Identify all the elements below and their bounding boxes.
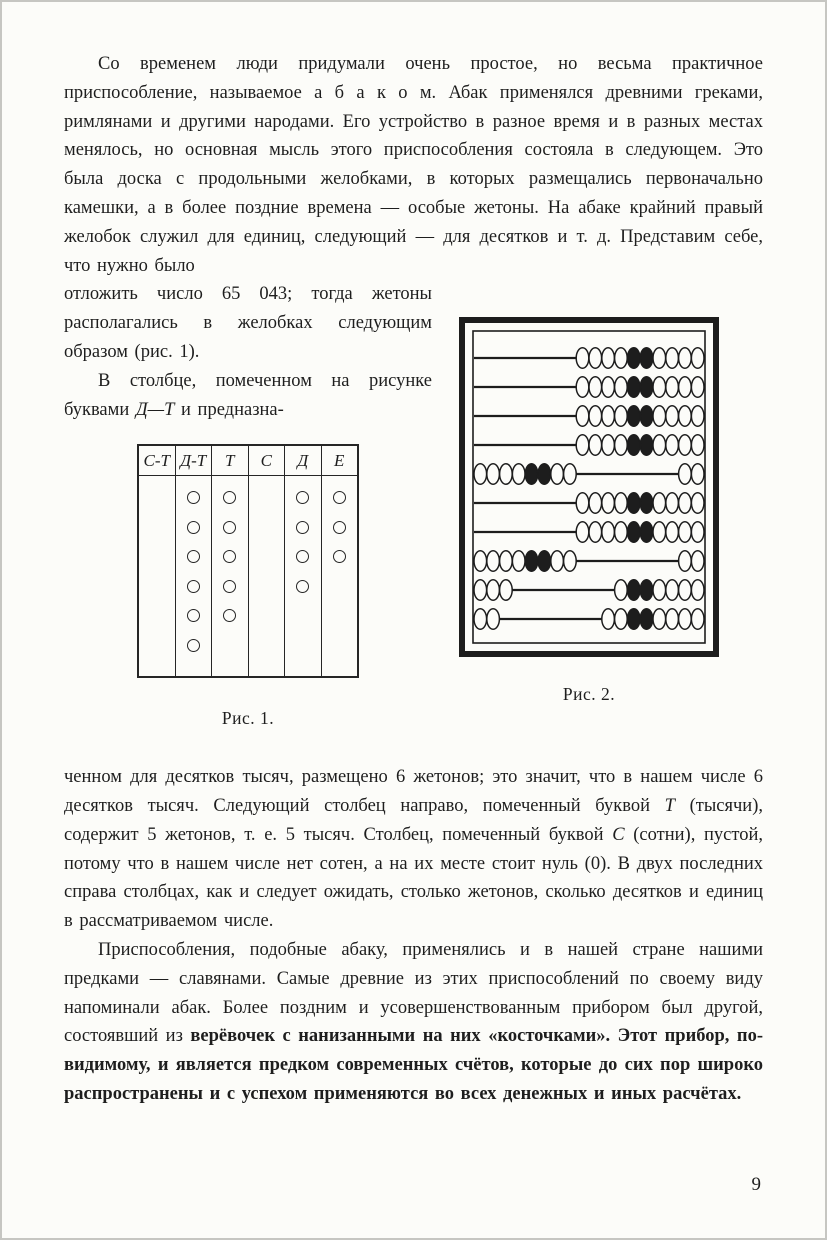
abacus-bead: [525, 551, 538, 572]
abacus-bead: [679, 377, 692, 398]
abacus-bead: [640, 377, 653, 398]
figures-section: [64, 280, 763, 733]
token-circle: [296, 521, 309, 534]
abacus-bead: [640, 609, 653, 630]
abacus-bead: [615, 609, 628, 630]
abacus-bead: [615, 435, 628, 456]
abacus-bead: [653, 406, 666, 427]
token-circle: [187, 580, 200, 593]
abacus-bead: [640, 348, 653, 369]
abacus-bead: [551, 551, 564, 572]
figure-1-caption: Рис. 1.: [221, 708, 275, 729]
paragraph-column-desc: [64, 367, 432, 425]
text-run: В столбце, помеченном на рисунке буквами: [64, 370, 432, 420]
token-circle: [296, 580, 309, 593]
text-run: и предназна-: [174, 399, 284, 420]
abacus-illustration: [458, 316, 720, 658]
abacus-bead: [474, 609, 487, 630]
figure-2-abacus-drawing: [458, 316, 720, 709]
abacus-bead: [653, 348, 666, 369]
abacus-bead: [525, 464, 538, 485]
token-circle: [333, 550, 346, 563]
abacus-bead: [615, 406, 628, 427]
abacus-bead: [576, 435, 589, 456]
abacus-bead: [640, 406, 653, 427]
text-run: (сотни), пустой, потому что в нашем числе нет сотен, а на их месте стоит нуль (0). В двух последних справа столбцах, как и следует ожидать, столько жетонов, сколько десятков и единиц в рассматриваемом числе.: [64, 824, 763, 932]
token-circle: [223, 580, 236, 593]
abacus-bead: [512, 551, 525, 572]
token-circle: [223, 521, 236, 534]
abacus-bead: [538, 464, 551, 485]
abacus-bead: [679, 493, 692, 514]
abacus-bead: [615, 348, 628, 369]
table-column: [321, 446, 358, 676]
abacus-bead: [640, 493, 653, 514]
table-column-header: Т: [212, 446, 248, 476]
abacus-bead: [487, 609, 500, 630]
abacus-bead: [564, 551, 577, 572]
abacus-bead: [691, 580, 704, 601]
abacus-bead: [576, 377, 589, 398]
abacus-bead: [589, 435, 602, 456]
abacus-bead: [627, 522, 640, 543]
abacus-bead: [627, 493, 640, 514]
table-column-header: Д-Т: [176, 446, 212, 476]
table-column: [211, 446, 248, 676]
table-column-body: [322, 476, 358, 676]
token-circle: [333, 491, 346, 504]
abacus-bead: [666, 377, 679, 398]
abacus-outer-frame: [462, 320, 716, 654]
abacus-bead: [602, 348, 615, 369]
abacus-bead: [691, 609, 704, 630]
paragraph-history: [64, 936, 763, 1109]
token-circle: [187, 521, 200, 534]
abacus-bead: [666, 580, 679, 601]
left-column: [64, 280, 432, 733]
abacus-bead: [500, 551, 513, 572]
abacus-bead: [627, 348, 640, 369]
token-circle: [223, 609, 236, 622]
abacus-bead: [691, 348, 704, 369]
abacus-bead: [627, 609, 640, 630]
table-column-body: [139, 476, 175, 676]
table-column-header: Е: [322, 446, 358, 476]
table-column-header: Д: [285, 446, 321, 476]
abacus-bead: [666, 609, 679, 630]
abacus-bead: [653, 609, 666, 630]
table-column: [284, 446, 321, 676]
abacus-bead: [576, 406, 589, 427]
abacus-bead: [576, 348, 589, 369]
token-circle: [223, 550, 236, 563]
abacus-bead: [679, 522, 692, 543]
abacus-bead: [500, 580, 513, 601]
abacus-bead: [615, 580, 628, 601]
abacus-bead: [666, 493, 679, 514]
abacus-bead: [691, 522, 704, 543]
abacus-bead: [602, 522, 615, 543]
abacus-bead: [576, 493, 589, 514]
abacus-bead: [627, 406, 640, 427]
table-column-body: [176, 476, 212, 676]
abacus-bead: [589, 406, 602, 427]
table-column: [248, 446, 285, 676]
paragraph-intro: Со временем люди придумали очень простое, но весьма практичное приспособление, называемое а б а к о м. Абак применялся древними греками, римлянами и другими народами. Его устройство в разное время и в разных местах менялось, но основная мысль этого приспособления состояла в следующем. Это была доска с продольными желобками, в которых размещались первоначально камешки, а в более поздние времена — особые жетоны. На абаке крайний правый желобок служил для единиц, следующий — для десятков и т. д. Представим себе, что нужно было: [64, 54, 763, 276]
abacus-bead: [589, 493, 602, 514]
abacus-bead: [576, 522, 589, 543]
abacus-bead: [551, 464, 564, 485]
abacus-bead: [589, 522, 602, 543]
abacus-bead: [679, 580, 692, 601]
abacus-bead: [640, 580, 653, 601]
abacus-bead: [615, 377, 628, 398]
abacus-bead: [487, 580, 500, 601]
abacus-bead: [691, 551, 704, 572]
abacus-bead: [602, 435, 615, 456]
abacus-bead: [602, 377, 615, 398]
abacus-bead: [474, 464, 487, 485]
abacus-bead: [691, 377, 704, 398]
token-circle: [187, 550, 200, 563]
token-circle: [223, 491, 236, 504]
table-column-header: С: [249, 446, 285, 476]
table-column: [175, 446, 212, 676]
abacus-bead: [538, 551, 551, 572]
abacus-bead: [474, 580, 487, 601]
abacus-bead: [666, 406, 679, 427]
token-table: [137, 444, 359, 678]
table-column-header: С-Т: [139, 446, 175, 476]
italic-letter-t: Т: [664, 795, 675, 816]
abacus-bead: [653, 580, 666, 601]
abacus-bead: [589, 348, 602, 369]
abacus-bead: [666, 348, 679, 369]
abacus-bead: [487, 464, 500, 485]
table-column-body: [212, 476, 248, 676]
abacus-bead: [679, 348, 692, 369]
token-circle: [333, 521, 346, 534]
abacus-bead: [487, 551, 500, 572]
abacus-bead: [653, 435, 666, 456]
text-run-bold: верёвочек с нанизанными на них «косточками». Этот прибор, по-видимому, и является предком современных счётов, которые до сих пор широко распространены и с успехом применяются во всех денежных и иных расчётах.: [64, 1026, 763, 1104]
abacus-bead: [627, 435, 640, 456]
paragraph-continuation: отложить число 65 043; тогда жетоны располагались в желобках следующим образом (рис. 1).: [64, 284, 432, 362]
abacus-bead: [512, 464, 525, 485]
right-column: [432, 280, 763, 709]
abacus-bead: [564, 464, 577, 485]
abacus-bead: [679, 464, 692, 485]
text-run: (тысячи), содержит 5 жетонов, т. е. 5 тысяч. Столбец, помеченный буквой: [64, 795, 763, 845]
abacus-bead: [500, 464, 513, 485]
italic-label-dt: Д—Т: [135, 399, 175, 420]
abacus-bead: [653, 377, 666, 398]
abacus-bead: [691, 406, 704, 427]
token-circle: [187, 609, 200, 622]
token-circle: [187, 491, 200, 504]
figure-1-abacus-table: [64, 444, 432, 733]
abacus-bead: [615, 493, 628, 514]
table-column: [139, 446, 175, 676]
abacus-bead: [679, 551, 692, 572]
abacus-bead: [602, 493, 615, 514]
abacus-bead: [474, 551, 487, 572]
abacus-bead: [589, 377, 602, 398]
abacus-bead: [666, 522, 679, 543]
abacus-bead: [615, 522, 628, 543]
abacus-bead: [640, 522, 653, 543]
text-run: ченном для десятков тысяч, размещено 6 жетонов; это значит, что в нашем числе 6 десятков тысяч. Следующий столбец направо, помеченный буквой: [64, 767, 763, 816]
figure-2-caption: Рис. 2.: [562, 684, 616, 705]
abacus-bead: [653, 522, 666, 543]
abacus-bead: [602, 406, 615, 427]
abacus-bead: [653, 493, 666, 514]
abacus-bead: [666, 435, 679, 456]
abacus-bead: [691, 493, 704, 514]
abacus-bead: [691, 435, 704, 456]
abacus-bead: [679, 435, 692, 456]
token-circle: [296, 491, 309, 504]
abacus-bead: [691, 464, 704, 485]
italic-letter-c: С: [612, 824, 625, 845]
abacus-bead: [640, 435, 653, 456]
paragraph-explanation: [64, 763, 763, 936]
token-circle: [296, 550, 309, 563]
table-column-body: [285, 476, 321, 676]
page-number: 9: [751, 1174, 761, 1196]
table-column-body: [249, 476, 285, 676]
abacus-bead: [627, 580, 640, 601]
abacus-bead: [627, 377, 640, 398]
abacus-bead: [679, 609, 692, 630]
abacus-bead: [602, 609, 615, 630]
abacus-bead: [679, 406, 692, 427]
text-run: Приспособления, подобные абаку, применялись и в нашей стране нашими предками — славянами. Самые древние из этих приспособлений по своему виду напоминали абак. Более поздним и усовершенствованным прибором был другой, состоявший из: [64, 939, 763, 1047]
token-circle: [187, 639, 200, 652]
